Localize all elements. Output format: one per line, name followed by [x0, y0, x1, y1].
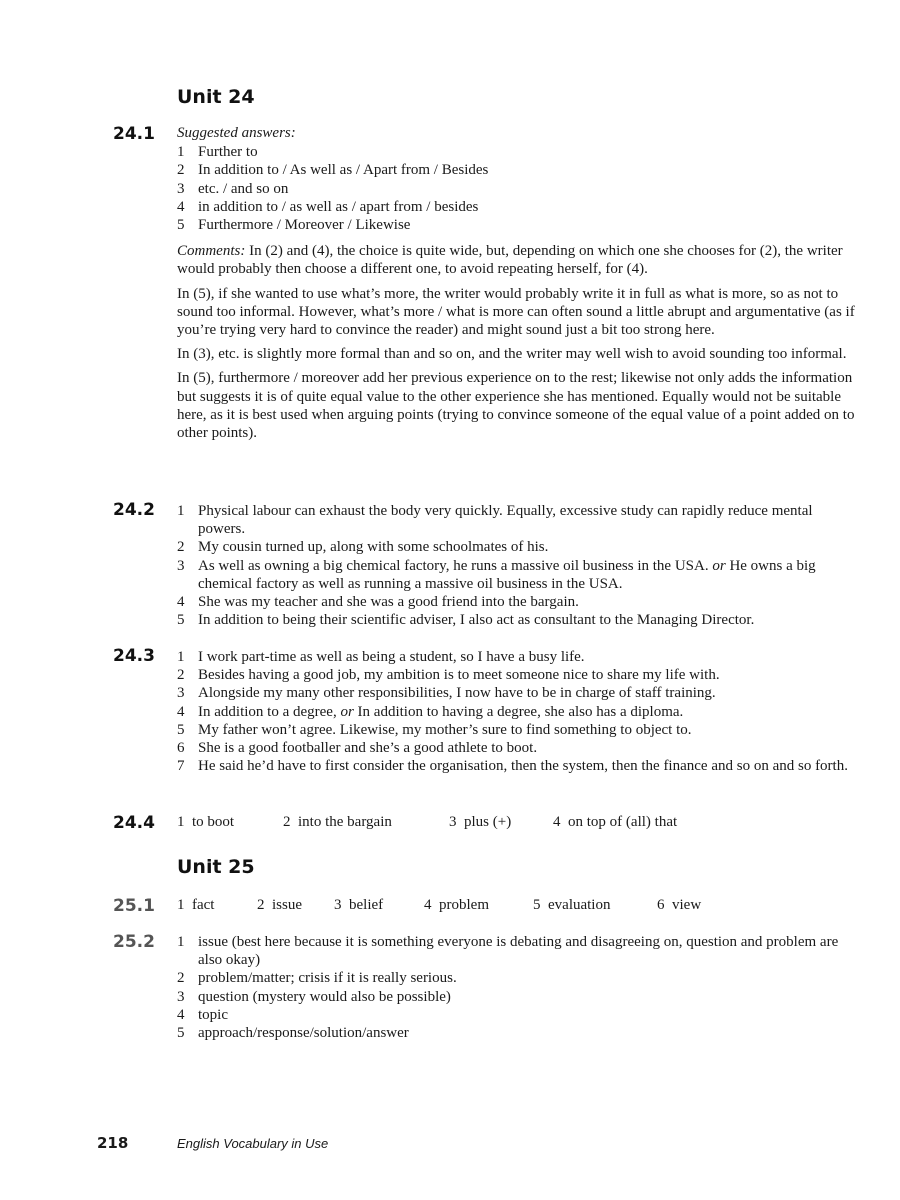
list-item: 3 etc. / and so on [177, 180, 289, 197]
exercise-24-1 [177, 124, 857, 442]
exercise-24-4-number: 24.4 [113, 813, 155, 833]
list-item: 4 In addition to a degree, or In addition to having a degree, she also has a diploma. [177, 703, 684, 720]
list-item: 4 topic [177, 1006, 228, 1023]
unit-24-title: Unit 24 [177, 86, 255, 108]
list-item: 2 My cousin turned up, along with some schoolmates of his. [177, 539, 549, 556]
list-item: 2 problem/matter; crisis if it is really serious. [177, 970, 457, 987]
list-item: 4 She was my teacher and she was a good friend into the bargain. [177, 594, 579, 611]
list-item: 2 issue [257, 897, 302, 913]
list-item: 3 belief [334, 897, 384, 913]
exercise-25-1-number: 25.1 [113, 896, 155, 916]
unit-25-title: Unit 25 [177, 856, 255, 878]
list-item: 5 Furthermore / Moreover / Likewise [177, 217, 411, 234]
exercise-25-2 [177, 933, 857, 1042]
exercise-24-1-number: 24.1 [113, 124, 155, 144]
exercise-24-3-number: 24.3 [113, 646, 155, 666]
list-item: 6 She is a good footballer and she’s a good athlete to boot. [177, 740, 538, 757]
exercise-24-2 [177, 502, 857, 629]
exercise-24-3 [177, 648, 857, 775]
list-item: 3 question (mystery would also be possible) [177, 988, 451, 1005]
list-item: 1 to boot [177, 814, 235, 830]
list-item: 3 Alongside my many other responsibilities, I now have to be in charge of staff training. [177, 685, 716, 702]
suggested-answers-heading: Suggested answers: [177, 125, 296, 141]
exercise-25-2-number: 25.2 [113, 932, 155, 952]
list-item: 5 evaluation [533, 897, 611, 913]
list-item: 1 Further to [177, 144, 258, 161]
list-item: 2 In addition to / As well as / Apart from / Besides [177, 162, 489, 179]
book-title: English Vocabulary in Use [177, 1136, 329, 1151]
list-item: 1 Physical labour can exhaust the body very quickly. Equally, excessive study can rapidly reduce mental powers. [177, 503, 813, 538]
list-item: 5 My father won’t agree. Likewise, my mother’s sure to find something to object to. [177, 721, 692, 738]
list-item: 1 fact [177, 897, 215, 913]
list-item: 4 problem [424, 897, 489, 913]
list-item: 6 view [657, 897, 702, 913]
list-item: 3 As well as owning a big chemical factory, he runs a massive oil business in the USA. or He owns a big chemical factory as well as running a massive oil business in the USA. [177, 557, 816, 592]
list-item: 5 In addition to being their scientific adviser, I also act as consultant to the Managing Director. [177, 612, 755, 629]
page-number: 218 [97, 1134, 129, 1152]
exercise-24-2-number: 24.2 [113, 500, 155, 520]
list-item: 1 I work part-time as well as being a student, so I have a busy life. [177, 649, 585, 665]
list-item: 2 into the bargain [283, 814, 392, 830]
comments-paragraph-2: In (5), if she wanted to use what’s more, the writer would probably write it in full as what is more, so as not to sound too informal. However, what’s more / what is more can often sound a little abrupt and argumentative (as if you’re trying very hard to convince the reader) and might sound just a bit too strong here. [177, 285, 855, 339]
list-item: 4 in addition to / as well as / apart from / besides [177, 198, 479, 215]
list-item: 5 approach/response/solution/answer [177, 1025, 409, 1042]
list-item: 7 He said he’d have to first consider the organisation, then the system, then the finance and so on and so forth. [177, 758, 848, 775]
comments-paragraph: Comments: In (2) and (4), the choice is quite wide, but, depending on which one she chooses for (2), the writer would probably then choose a different one, to avoid repeating herself, for (4). [177, 243, 843, 278]
list-item: 2 Besides having a good job, my ambition is to meet someone nice to share my life with. [177, 667, 720, 684]
comments-label: Comments: [177, 243, 246, 260]
comments-paragraph-4: In (5), furthermore / moreover add her previous experience on to the rest; likewise not only adds the information but suggests it is of quite equal value to the other experience she has mentioned. Equally would not be suitable here, as it is best used when arguing points (trying to convince someone of the equal value of a point added on to other points). [177, 370, 855, 442]
list-item: 3 plus (+) [449, 814, 512, 830]
comments-paragraph-3: In (3), etc. is slightly more formal than and so on, and the writer may well wish to avoid sounding too informal. [177, 346, 847, 363]
list-item: 1 issue (best here because it is something everyone is debating and disagreeing on, question and problem are also okay) [177, 934, 839, 969]
list-item: 4 on top of (all) that [553, 814, 678, 830]
